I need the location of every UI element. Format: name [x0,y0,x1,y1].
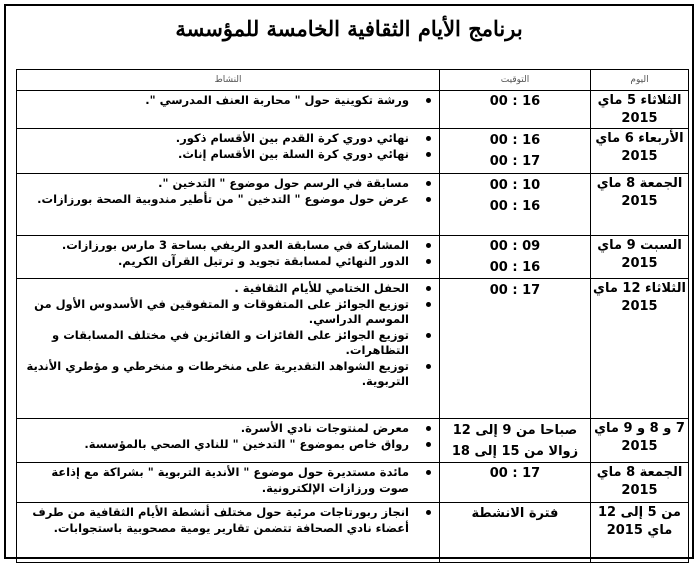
activity-item [17,147,439,163]
activity-text: الدور النهائي لمسابقة تجويد و ترتيل القرآن الكريم. [117,253,409,268]
activity-text: معرض لمنتوجات نادي الأسرة. [240,421,409,435]
time-value: 10 : 00 [489,178,541,193]
bullet-icon [426,152,431,157]
table-row [17,503,689,563]
time-cell [440,279,591,419]
day-cell: الجمعة 8 ماي 2015 [591,463,689,503]
activity-text: توزيع الشواهد التقديرية على منخرطات و منخرطي و مؤطري الأندية التربوية. [26,358,409,388]
table-row [17,236,689,279]
activity-cell [17,236,440,279]
time-value: 16 : 00 [489,260,541,275]
header-day: اليوم [591,70,689,91]
activity-text: الحفل الختامي للأيام الثقافية . [234,281,409,295]
time-value: صباحا من 9 إلى 12 [452,423,578,438]
bullet-icon [426,98,431,103]
activity-text: نهائي دوري كرة القدم بين الأقسام ذكور. [175,131,409,145]
bullet-icon [426,302,431,307]
activity-text: انجاز ربورتاجات مرئية حول مختلف أنشطة الأيام الثقافية من طرف أعضاء نادي الصحافة تتضمن تقارير يومية مصحوبية باستجوابات. [32,505,409,535]
bullet-icon [426,136,431,141]
activity-item [17,359,439,390]
bullet-icon [426,364,431,369]
time-value: 16 : 00 [489,199,541,214]
activity-item [17,254,439,270]
time-cell [440,503,591,563]
activity-text: توزيع الجوائز على المتفوقات و المتفوقين في الأسدوس الأول من الموسم الدراسي. [34,296,409,326]
activity-cell [17,419,440,463]
time-cell [440,419,591,463]
time-value: 17 : 00 [489,283,541,298]
day-cell: من 5 إلى 12 ماي 2015 [591,503,689,563]
time-value: 16 : 00 [489,133,541,148]
day-cell: 7 و 8 و 9 ماي 2015 [591,419,689,463]
activity-text: المشاركة في مسابقة العدو الريفي بساحة 3 مارس بورزازات. [61,238,409,252]
activity-text: توزيع الجوائز على الفائزات و الفائزين في مختلف المسابقات و التظاهرات. [52,327,409,357]
time-value: 17 : 00 [489,154,541,169]
activity-item [17,505,439,536]
time-cell [440,129,591,174]
bullet-icon [426,259,431,264]
time-value: زوالا من 15 إلى 18 [451,444,579,459]
activity-cell [17,174,440,236]
table-header-row [17,70,689,91]
activity-cell [17,279,440,419]
activity-text: عرض حول موضوع " التدخين " من تأطير مندوبية الصحة بورزازات. [37,191,409,206]
time-cell [440,91,591,129]
activity-item [17,192,439,208]
day-cell: السبت 9 ماي 2015 [591,236,689,279]
activity-item [17,93,439,109]
table-row [17,463,689,503]
bullet-icon [426,286,431,291]
bullet-icon [426,333,431,338]
bullet-icon [426,181,431,186]
bullet-icon [426,426,431,431]
page-title: برنامج الأيام الثقافية الخامسة للمؤسسة [175,16,523,41]
activity-item [17,281,439,297]
bullet-icon [426,470,431,475]
activity-item [17,176,439,192]
bullet-icon [426,510,431,515]
activity-text: نهائي دوري كرة السلة بين الأقسام إناث. [177,146,409,161]
bullet-icon [426,243,431,248]
activity-text: مسابقة في الرسم حول موضوع " التدخين ". [158,176,409,190]
time-cell [440,174,591,236]
header-activity: النشاط [17,70,440,91]
activity-cell [17,129,440,174]
activity-item [17,437,439,453]
day-cell: الثلاثاء 12 ماي 2015 [591,279,689,419]
activity-text: مائدة مستديرة حول موضوع " الأندية التربوية " بشراكة مع إذاعة صوت ورزازات الإلكترونية. [51,465,409,495]
time-cell [440,236,591,279]
activity-item [17,297,439,328]
time-cell [440,463,591,503]
activity-item [17,421,439,437]
table-row [17,419,689,463]
table-row [17,91,689,129]
table-row [17,279,689,419]
activity-cell [17,463,440,503]
day-cell: الأربعاء 6 ماي 2015 [591,129,689,174]
table-row [17,174,689,236]
document-frame [4,4,694,559]
bullet-icon [426,442,431,447]
time-value: 16 : 00 [489,94,541,109]
activity-item [17,131,439,147]
activity-item [17,465,439,496]
header-time: التوقيت [440,70,591,91]
time-value: 09 : 00 [489,239,541,254]
activity-cell [17,503,440,563]
activity-item [17,328,439,359]
time-value: فترة الانشطة [471,506,559,521]
activity-item [17,238,439,254]
activity-cell [17,91,440,129]
day-cell: الجمعة 8 ماي 2015 [591,174,689,236]
time-value: 17 : 00 [489,466,541,481]
day-cell: الثلاثاء 5 ماي 2015 [591,91,689,129]
activity-text: ورشة تكوينية حول " محاربة العنف المدرسي ". [145,93,409,107]
table-row [17,129,689,174]
schedule-table [16,69,689,563]
bullet-icon [426,197,431,202]
activity-text: رواق خاص بموضوع " التدخين " للنادي الصحي بالمؤسسة. [84,436,409,451]
